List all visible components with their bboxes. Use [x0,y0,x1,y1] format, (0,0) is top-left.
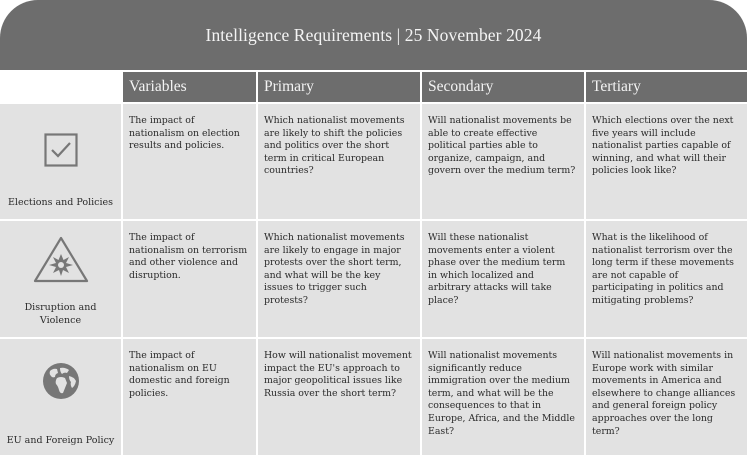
table-cell: Which nationalist movements are likely to shift the policies and politics over the short term in critical European countries? [258,104,420,219]
row-label-disruption [0,221,121,337]
column-header-secondary: Secondary [422,72,584,102]
table-cell: The impact of nationalism on terrorism and other violence and disruption. [123,221,256,337]
column-header-tertiary: Tertiary [586,72,747,102]
row-label-text: Elections and Policies [7,197,114,208]
table-cell: The impact of nationalism on EU domestic and foreign policies. [123,339,256,455]
table-cell: The impact of nationalism on election results and policies. [123,104,256,219]
checkbox-icon [39,128,83,172]
table-cell: Which elections over the next five years will include nationalist parties capable of winning, and what will their policies look like? [586,104,747,219]
table-cell: How will nationalist movement impact the EU's approach to major geopolitical issues like Russia over the short term? [258,339,420,455]
table-cell: Will nationalist movements be able to create effective political parties able to organize, campaign, and govern over the medium term? [422,104,584,219]
row-label-text: Disruption and Violence [24,302,97,326]
header-banner [0,0,747,70]
column-header-primary: Primary [258,72,420,102]
table-cell: Will nationalist movements in Europe work with similar movements in America and elsewhere to change alliances and general foreign policy approaches over the long term? [586,339,747,455]
requirements-table [0,72,747,455]
explosion-warning-icon [31,235,91,283]
row-label-text: EU and Foreign Policy [6,435,115,446]
globe-icon [39,359,83,403]
table-cell: Will nationalist movements significantly reduce immigration over the medium term, and what will be the consequences to that in Europe, Africa, and the Middle East? [422,339,584,455]
row-label-eu [0,339,121,455]
table-cell: Which nationalist movements are likely to engage in major protests over the short term, and what will be the key issues to trigger such protests? [258,221,420,337]
table-cell: What is the likelihood of nationalist terrorism over the long term if these movements are not capable of participating in politics and mitigating problems? [586,221,747,337]
table-cell: Will these nationalist movements enter a violent phase over the medium term in which localized and arbitrary attacks will take place? [422,221,584,337]
page-title: Intelligence Requirements | 25 November 2024 [205,24,542,45]
table-corner [0,72,121,102]
row-label-elections [0,104,121,219]
column-header-variables: Variables [123,72,256,102]
